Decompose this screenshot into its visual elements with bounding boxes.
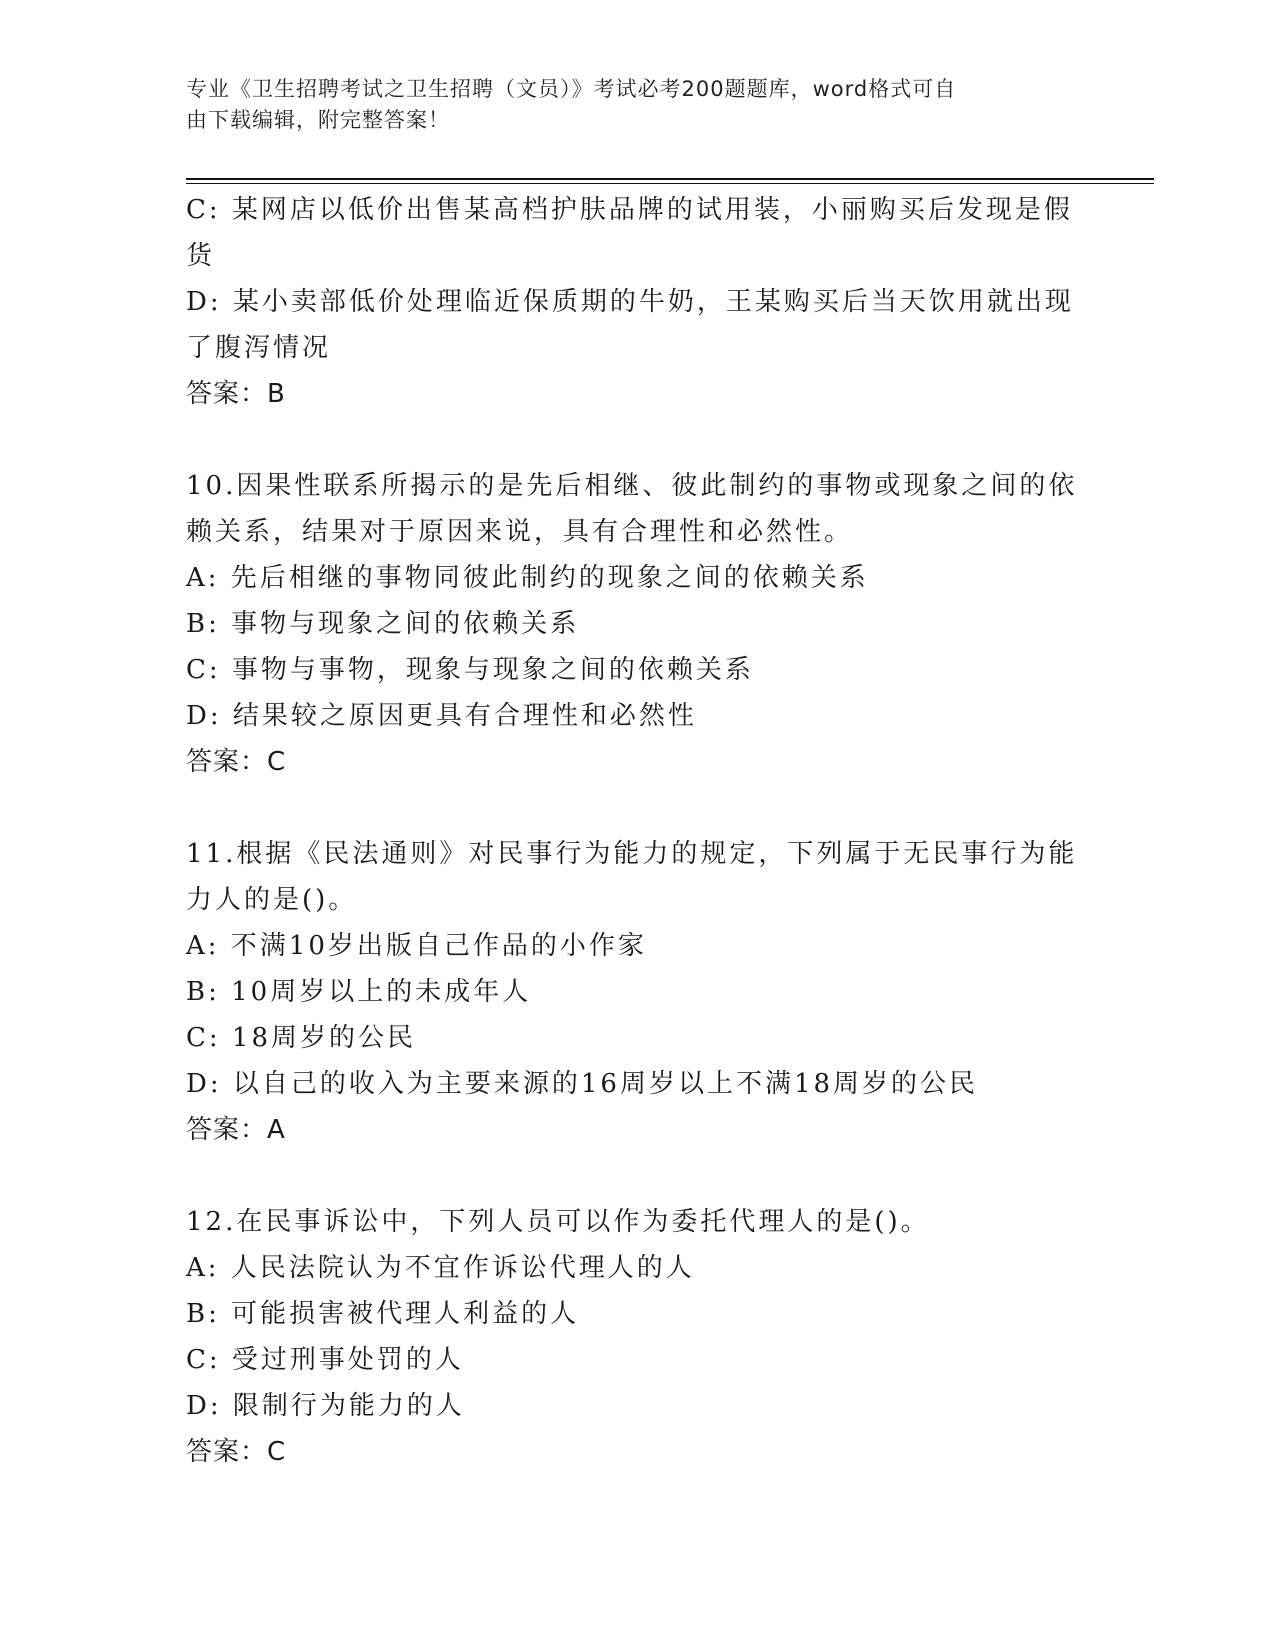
option-b: B: 可能损害被代理人利益的人 xyxy=(186,1299,580,1329)
option-a: A: 人民法院认为不宜作诉讼代理人的人 xyxy=(186,1253,695,1283)
question-stem: 10.因果性联系所揭示的是先后相继、彼此制约的事物或现象之间的依 xyxy=(186,471,1078,501)
option-c: C: 受过刑事处罚的人 xyxy=(186,1345,464,1375)
header-rule-thin xyxy=(186,183,1154,184)
option-c: C: 某网店以低价出售某高档护肤品牌的试用装，小丽购买后发现是假 xyxy=(186,195,1073,225)
option-c-continued: 货 xyxy=(186,241,216,271)
question-stem-continued: 赖关系，结果对于原因来说，具有合理性和必然性。 xyxy=(186,517,854,547)
option-d: D: 某小卖部低价处理临近保质期的牛奶，王某购买后当天饮用就出现 xyxy=(186,287,1074,317)
header-rule-thick xyxy=(186,178,1154,180)
question-block-11 xyxy=(186,831,1086,1153)
option-b: B: 事物与现象之间的依赖关系 xyxy=(186,609,580,639)
spacer xyxy=(186,1153,1086,1199)
spacer xyxy=(186,785,1086,831)
answer-label: 答案：A xyxy=(186,1115,286,1145)
option-b: B: 10周岁以上的未成年人 xyxy=(186,977,532,1007)
answer-label: 答案：C xyxy=(186,747,287,777)
document-body xyxy=(186,187,1086,1475)
answer-label: 答案：B xyxy=(186,379,286,409)
option-d: D: 以自己的收入为主要来源的16周岁以上不满18周岁的公民 xyxy=(186,1069,979,1099)
document-header xyxy=(186,74,1076,136)
question-stem: 12.在民事诉讼中，下列人员可以作为委托代理人的是()。 xyxy=(186,1207,930,1237)
question-stem-continued: 力人的是()。 xyxy=(186,885,358,915)
option-c: C: 事物与事物，现象与现象之间的依赖关系 xyxy=(186,655,754,685)
option-a: A: 不满10岁出版自己作品的小作家 xyxy=(186,931,647,961)
header-line-1: 专业《卫生招聘考试之卫生招聘（文员）》考试必考200题题库，word格式可自 xyxy=(186,77,957,101)
question-block-9 xyxy=(186,187,1086,417)
option-d-continued: 了腹泻情况 xyxy=(186,333,332,363)
question-block-12 xyxy=(186,1199,1086,1475)
option-d: D: 限制行为能力的人 xyxy=(186,1391,465,1421)
question-block-10 xyxy=(186,463,1086,785)
option-c: C: 18周岁的公民 xyxy=(186,1023,417,1053)
option-a: A: 先后相继的事物同彼此制约的现象之间的依赖关系 xyxy=(186,563,869,593)
question-stem: 11.根据《民法通则》对民事行为能力的规定，下列属于无民事行为能 xyxy=(186,839,1078,869)
header-line-2: 由下载编辑，附完整答案！ xyxy=(186,108,450,132)
spacer xyxy=(186,417,1086,463)
option-d: D: 结果较之原因更具有合理性和必然性 xyxy=(186,701,697,731)
answer-label: 答案：C xyxy=(186,1437,287,1467)
